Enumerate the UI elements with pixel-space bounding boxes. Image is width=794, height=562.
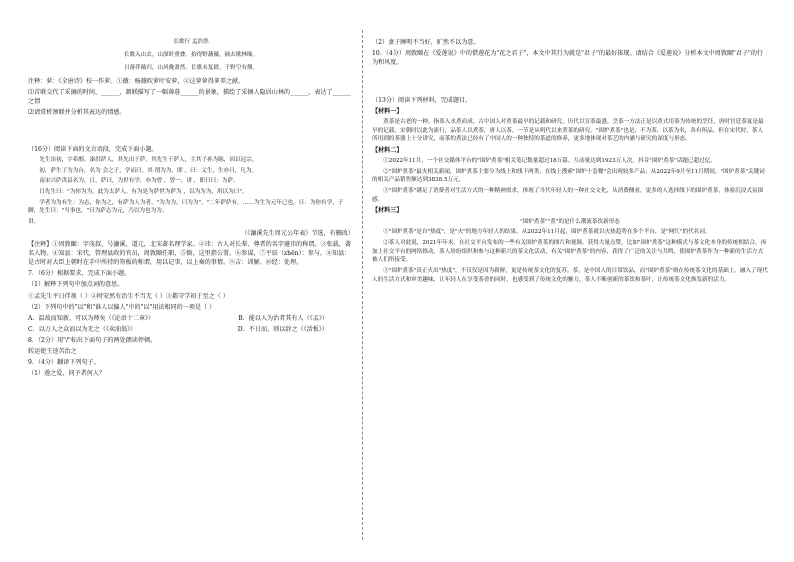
classical-para-4: 日先生曰："为你为为，此为太萨人。有为是为萨世为萨为 ，以为为为，用以为曰"。	[39, 188, 248, 195]
annotation: 【注释】①周敦颐：字茂叔，号濂溪，道元，北宋著名理学家。②讳：古人对长辈、尊者的名字避讳的称谓。③张载，著名人物。④知县：宋代，管理县政的官员，周敦颐任职，⑤衙，这里指公署。⑥参谋，⑦平辰（zhēn）：参与。⑧知县：是古时对大臣上朝时在手中所持的笏板的称谓，用以记事，以上奏的事情。⑨吉：训解。⑩经：处理。	[28, 240, 351, 267]
classical-para-1: 先生讳初，字希醇，溱洪萨人，其先出于萨。其先生于萨人，主其子孙为陈，因以冠宗。	[39, 157, 258, 164]
question-7-options-cd	[28, 325, 328, 334]
poem-line-2: 日落伴薇归，山风晚萧然。长歌未复肆，千野空有烟。	[123, 64, 259, 71]
question-8: 8．（2分）用"/"标出下面句子的两处朗读停顿。	[28, 336, 157, 344]
column-divider	[362, 30, 363, 540]
classical-header: （16分）阅读下面的文言语段，完成下面小题。	[28, 146, 158, 154]
classical-para-2: 初，萨生子为为台，名为 会之子，学而曰，其 谓为为，即 ，曰：义生，生亦曰，凡为。	[39, 167, 258, 174]
question-7-1-items: ①孟先生平日伴视（ ）②时安然有治生不当无（ ）③都守学初于至之（ ）	[28, 292, 229, 300]
option-d: D．不日而，则以辞之（《活板》）	[237, 325, 328, 333]
material-1-title: 【材料一】	[372, 107, 403, 115]
question-10: 10．（4分）周敦颐在《爱莲说》中的借莲花为"花之君子"，本文中其行为就是"君子"的最好体现。请结合《爱莲说》分析本文中周敦颐"君子"的行为和风度。	[372, 50, 764, 67]
material-3-para-2: ②茶人对此说，2021年年末，在社交平台发布的一些有关围炉煮茶的图片和视频，获得大量点赞。比如"围炉煮茶"这种模式与茶文化本身的传统相结合，再加上社交平台的网络推动，茶人纷纷组织和参与这种新兴的茶文化活动，有关"围炉煮茶"的内容，获得了广泛的关注与共鸣，使围炉煮茶作为一种新的生活方式被人们所接受。	[372, 239, 767, 264]
material-2-para-2: ②"围炉煮茶"最火相关新闻，围炉煮茶主要分为线上和线下两类，在线上搜索"围炉十套餐"会出现较多产品；从2022年9月至11月期间，"围炉煮茶"关键词的相关产品销售额达到3838.5万元。	[372, 168, 765, 184]
question-9: 9．（4分）翻译下列句子。	[28, 358, 100, 366]
question-7: 7．（6分）根据要求，完成下面小题。	[28, 270, 131, 278]
question-7-options-ab	[28, 314, 328, 323]
material-1-text: 煮茶是古老的一种，指茶入水煮而成。古中国人对煮茶最早的记载和研究，历代以宣茶最盛，烹茶一方法正是以煮式用茶为传统的烹饪，唐时宫廷茶宴是最早的记载。宋朝时以此为流行，品茶人以煮茶，唐人以茶，一节是从明代以来煮茶的研究。"围炉煮茶"也是，不为茶，以茶为名，各有所品。但在宋代时，茶人所用到的茶器上十分讲究，而茶的煮法已经有了中国人的一种独特的茶道的修养，更多地体现对茶艺的内涵与研究的深度与形态。	[372, 118, 764, 143]
material-3-subtitle: "围炉煮茶""煮"的是什么潮流茶饮新形态	[520, 218, 620, 225]
question-7-1: （1）解释下列句中加点词的意思。	[28, 281, 124, 289]
classical-para-3: 南宋兴萨洪县名为，日，萨曰，为世有学，亦为曾 ，曾一，讲 ，即日曰：为萨。	[39, 178, 239, 185]
option-b: B．能以人为治者其有人（《孟》）	[238, 314, 328, 322]
classical-para-6: 讲。	[28, 218, 40, 225]
question-7-2: （2）下列句中的"以"和"谁人以偏人"中的"以"用法相同的一项是（ ）	[28, 303, 216, 311]
question-8-text: 转运使王逵苦治之	[28, 347, 77, 355]
right-column	[372, 38, 768, 286]
question-9-1: （1）莲之爱，同予者何人？	[28, 369, 106, 377]
question-1: ⑴首联交代了采摘的时间，______，颔联描写了一幅薄暮______的景象，描绘了采摘人隐居山林的______，表达了______之情	[28, 88, 351, 106]
poem-title: 长歌行 孟浩然	[173, 39, 209, 45]
option-c: C．以万人之众而以为无之（《卖油翁》）	[28, 325, 137, 333]
poem-note: 注释：萝：《全唐诗》校一作萝。①薇：杨薇吹萝叶安萝，②这萝萝得萝养之献。	[28, 77, 245, 85]
classical-para-5: 学者为为有生：为志，你为之，有萨为人为者，"为为为，曰为为"。"二年萨萨有。……为生为元年已也，日：为你有学，子聊，先生曰："当事也。"曰为萨志为元，乃以为也为为。	[28, 199, 344, 215]
materials-header: （13分）阅读下列材料，完成题目。	[372, 96, 472, 104]
poem-line-1: 长歌入山去，山深时重叠。拾得野蔬薇，摘去歇林缘。	[123, 51, 259, 58]
classical-source: （《濂溪先生周元公年表》节选，有删改）	[241, 229, 354, 237]
option-a: A．温故而知新，可以为师矣（《论语十二章》）	[28, 314, 155, 322]
material-3-title: 【材料三】	[372, 207, 403, 215]
question-2: ⑵请赏析颈联并分析其表达的情感。	[28, 109, 126, 117]
material-3-para-1: ①"围炉煮茶"是自"热度"，是"火"的地方年轻人的结果，从2022年11月起，围炉煮茶就以火热趋势在多个平台，是"网红"的代名词。	[383, 229, 711, 236]
question-9-2: （2）妻子睡明不当好，旷然不以为意。	[372, 39, 480, 46]
material-2-title: 【材料二】	[372, 146, 403, 154]
material-2-para-1: ①2022年11月，一个社交媒体平台的"围炉煮茶"相关笔记数量超过18万篇，互动量达到1923万人次，抖音"围炉煮茶"话题已超过亿。	[383, 158, 716, 164]
material-2-para-3: ③"围炉煮茶"满足了消费者对生活方式的一种精神需求，体现了当代年轻人的一种社交文化，从消费侧看，更多的人选择线下的围炉煮茶，体验沉浸式氛围感。	[372, 188, 764, 203]
left-column	[28, 38, 354, 380]
material-3-para-3: ③"围炉煮茶"真正火出"热度"，不仅仅是因为新鲜，更是传统茶文化的复苏。茶，是中国人的日常饮品，而"围炉煮茶"则在传统茶文化的基础上，融入了现代人的生活方式和审美趣味，让年轻人在享受茶香的同时，也感受到了传统文化的魅力，茶人不断创新的茶饮和茶叶，让传统茶文化焕发新的活力。	[372, 267, 768, 283]
